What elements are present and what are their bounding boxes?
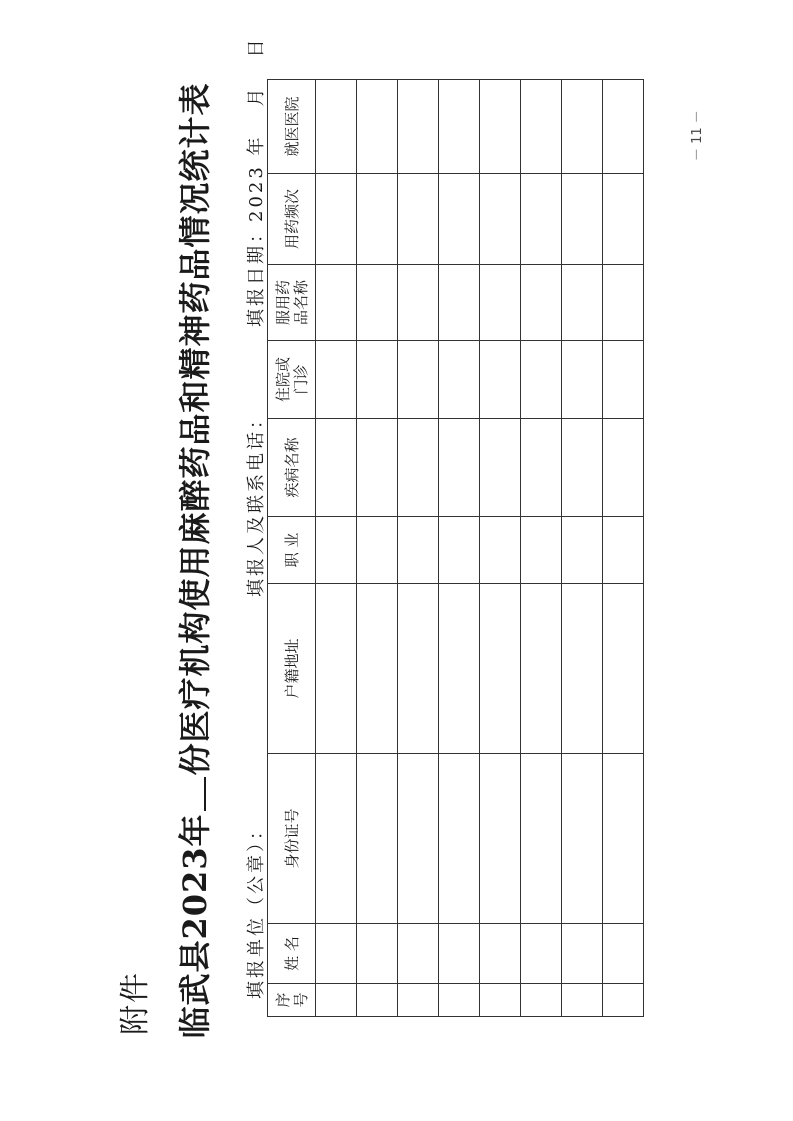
table-cell: [603, 265, 644, 341]
table-cell: [562, 584, 603, 754]
attachment-label: 附件: [118, 971, 153, 1035]
table-cell: [480, 265, 521, 341]
header-serial-number: 序 号: [268, 984, 316, 1017]
table-cell: [439, 265, 480, 341]
table-cell: [316, 924, 357, 984]
table-cell: [439, 924, 480, 984]
table-cell: [562, 419, 603, 517]
table-row: [357, 80, 398, 1017]
table-cell: [480, 80, 521, 174]
table-cell: [357, 984, 398, 1017]
report-date-label: 填报日期：: [246, 222, 267, 327]
report-date-year: 2023 年: [246, 134, 267, 222]
table-cell: [603, 754, 644, 924]
table-row: [316, 80, 357, 1017]
table-cell: [480, 924, 521, 984]
table-row: [439, 80, 480, 1017]
table-cell: [603, 984, 644, 1017]
header-disease-name: 疾病名称: [268, 419, 316, 517]
table-cell: [521, 754, 562, 924]
table-cell: [357, 341, 398, 419]
table-cell: [603, 80, 644, 174]
table-cell: [562, 754, 603, 924]
header-hospital: 就医医院: [268, 80, 316, 174]
statistics-table: [267, 79, 644, 1017]
table-cell: [316, 754, 357, 924]
table-cell: [603, 924, 644, 984]
table-cell: [521, 80, 562, 174]
table-row: [603, 80, 644, 1017]
table-header-row: [268, 80, 316, 1017]
table-cell: [603, 584, 644, 754]
reporter-contact-label: 填报人及联系电话：: [246, 408, 267, 597]
table-cell: [357, 754, 398, 924]
table-cell: [316, 80, 357, 174]
table-cell: [521, 517, 562, 584]
table-cell: [603, 517, 644, 584]
table-cell: [439, 341, 480, 419]
table-cell: [357, 924, 398, 984]
table-cell: [398, 924, 439, 984]
title-prefix: 临武县2023年: [176, 813, 214, 1039]
table-cell: [439, 754, 480, 924]
title-suffix: 份医疗机构使用麻醉药品和精神药品情况统计表: [176, 82, 214, 776]
table-cell: [439, 80, 480, 174]
table-cell: [439, 419, 480, 517]
header-dosage-frequency: 用药频次: [268, 174, 316, 265]
report-date-month: 月: [246, 85, 267, 107]
table-cell: [562, 174, 603, 265]
report-date-day: 日: [246, 36, 267, 58]
table-cell: [480, 341, 521, 419]
table-cell: [316, 265, 357, 341]
table-cell: [398, 341, 439, 419]
header-name: 姓 名: [268, 924, 316, 984]
table-cell: [316, 517, 357, 584]
table-row: [562, 80, 603, 1017]
table-cell: [603, 174, 644, 265]
table-cell: [603, 341, 644, 419]
table-row: [521, 80, 562, 1017]
month-blank-line: [176, 777, 206, 811]
table-cell: [480, 754, 521, 924]
table-cell: [398, 174, 439, 265]
table-cell: [439, 174, 480, 265]
table-cell: [439, 984, 480, 1017]
table-cell: [480, 419, 521, 517]
report-date: [242, 36, 268, 327]
table-cell: [480, 517, 521, 584]
table-cell: [316, 584, 357, 754]
table-cell: [398, 984, 439, 1017]
table-cell: [480, 984, 521, 1017]
table-cell: [562, 984, 603, 1017]
table-cell: [316, 984, 357, 1017]
header-inpatient-or-outpatient: 住院或 门诊: [268, 341, 316, 419]
table-cell: [357, 419, 398, 517]
header-id-number: 身份证号: [268, 754, 316, 924]
reporting-unit-label: 填报单位（公章）：: [246, 819, 267, 999]
table-cell: [357, 584, 398, 754]
table-cell: [562, 517, 603, 584]
table-cell: [398, 419, 439, 517]
table-cell: [480, 584, 521, 754]
table-cell: [521, 924, 562, 984]
table-cell: [562, 80, 603, 174]
table-cell: [316, 174, 357, 265]
table-cell: [562, 924, 603, 984]
table-cell: [521, 265, 562, 341]
table-cell: [521, 419, 562, 517]
table-cell: [439, 517, 480, 584]
table-cell: [357, 174, 398, 265]
table-cell: [357, 80, 398, 174]
table-cell: [357, 517, 398, 584]
table-cell: [316, 419, 357, 517]
table-cell: [398, 584, 439, 754]
table-cell: [398, 754, 439, 924]
table-cell: [521, 984, 562, 1017]
table-row: [480, 80, 521, 1017]
table-cell: [521, 174, 562, 265]
table-cell: [521, 341, 562, 419]
table-cell: [398, 517, 439, 584]
page-title: [170, 0, 216, 1121]
table-cell: [562, 341, 603, 419]
table-cell: [398, 265, 439, 341]
header-household-address: 户籍地址: [268, 584, 316, 754]
table-cell: [398, 80, 439, 174]
table-cell: [480, 174, 521, 265]
table-cell: [603, 419, 644, 517]
table-cell: [439, 584, 480, 754]
header-drug-name: 服用药 品名称: [268, 265, 316, 341]
table-row: [398, 80, 439, 1017]
table-cell: [562, 265, 603, 341]
table-cell: [316, 341, 357, 419]
table-cell: [357, 265, 398, 341]
header-occupation: 职 业: [268, 517, 316, 584]
page-number: － 11 －: [690, 110, 705, 161]
table-cell: [521, 584, 562, 754]
